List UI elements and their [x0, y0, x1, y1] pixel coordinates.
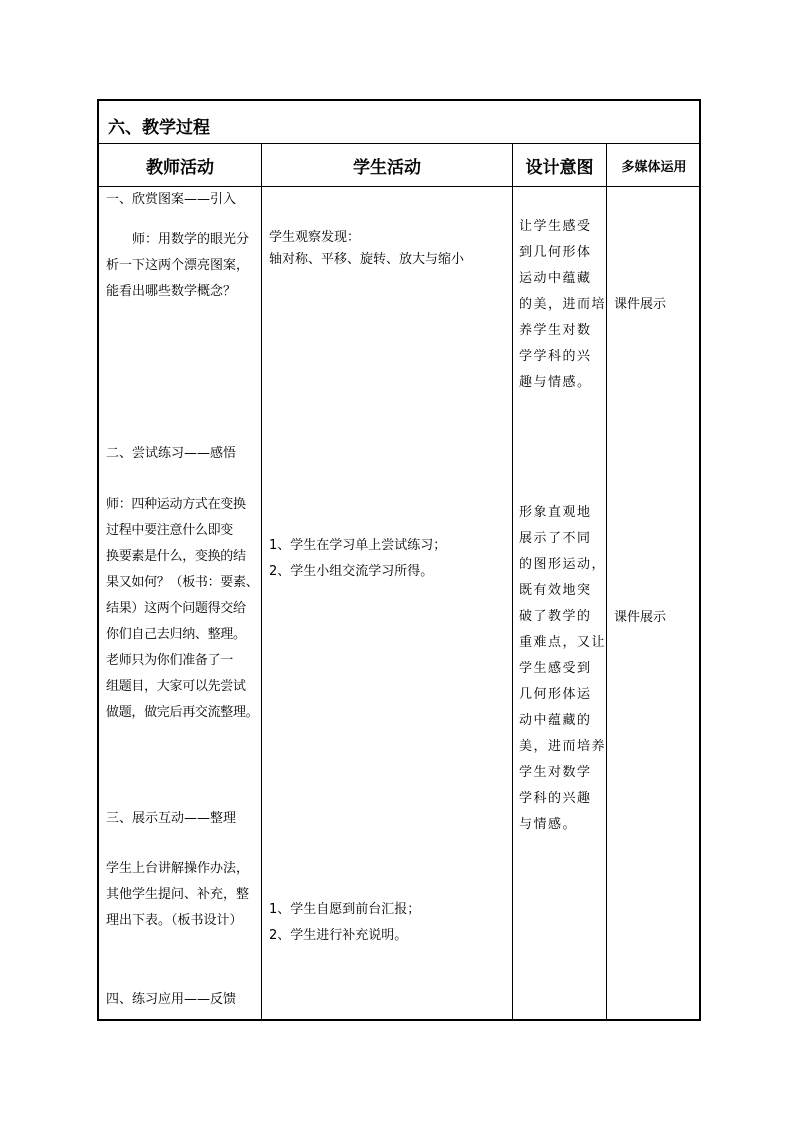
column-divider-2: [512, 144, 513, 1019]
teacher-section-2-title: 二、尝试练习——感悟: [106, 446, 237, 461]
teacher-section-4-title: 四、练习应用——反馈: [106, 992, 237, 1007]
intent-section-2-text: 形象直观地 展示了不同 的图形运动， 既有效地突 破了教学的 重难点，又让 学生感受到 几何形体运 动中蕴藏的 美，进而培养 学生对数学 学科的兴趣 与情感。: [519, 505, 607, 832]
media-section-2: 课件展示: [614, 610, 667, 625]
section-title: 六、教学过程: [108, 118, 210, 138]
header-design-intent: 设计意图: [525, 157, 594, 178]
teacher-section-1-title: 一、欣赏图案——引入: [106, 192, 237, 207]
header-multimedia: 多媒体运用: [621, 159, 687, 175]
header-teacher-activity: 教师活动: [146, 157, 214, 178]
media-section-1: 课件展示: [614, 297, 667, 312]
teacher-section-1-text: 师：用数学的眼光分 析一下这两个漂亮图案， 能看出哪些数学概念？: [106, 232, 250, 299]
student-section-3-text: 1、学生自愿到前台汇报； 2、学生进行补充说明。: [269, 902, 421, 943]
student-section-1-text: 学生观察发现： 轴对称、平移、旋转、放大与缩小: [269, 230, 465, 267]
column-divider-1: [261, 144, 262, 1019]
student-section-2-text: 1、学生在学习单上尝试练习； 2、学生小组交流学习所得。: [269, 538, 447, 579]
teacher-section-3-text: 学生上台讲解操作办法， 其他学生提问、补充，整 理出下表。（板书设计）: [106, 861, 250, 928]
header-student-activity: 学生活动: [353, 157, 421, 178]
column-divider-3: [606, 144, 607, 1019]
teacher-section-2-text: 师：四种运动方式在变换 过程中要注意什么即变 换要素是什么，变换的结 果又如何？（板书：要素、 结果）这两个问题得交给 你们自己去归纳、整理。 老师只为你们准备了一 组题目，大家可以先尝试 做题，做完后再交流整理。: [106, 497, 259, 720]
intent-section-1-text: 让学生感受 到几何形体 运动中蕴藏 的美，进而培 养学生对数 学学科的兴 趣与情感。: [519, 219, 607, 390]
lesson-process-table: [97, 99, 701, 1021]
teacher-section-3-title: 三、展示互动——整理: [106, 811, 237, 826]
